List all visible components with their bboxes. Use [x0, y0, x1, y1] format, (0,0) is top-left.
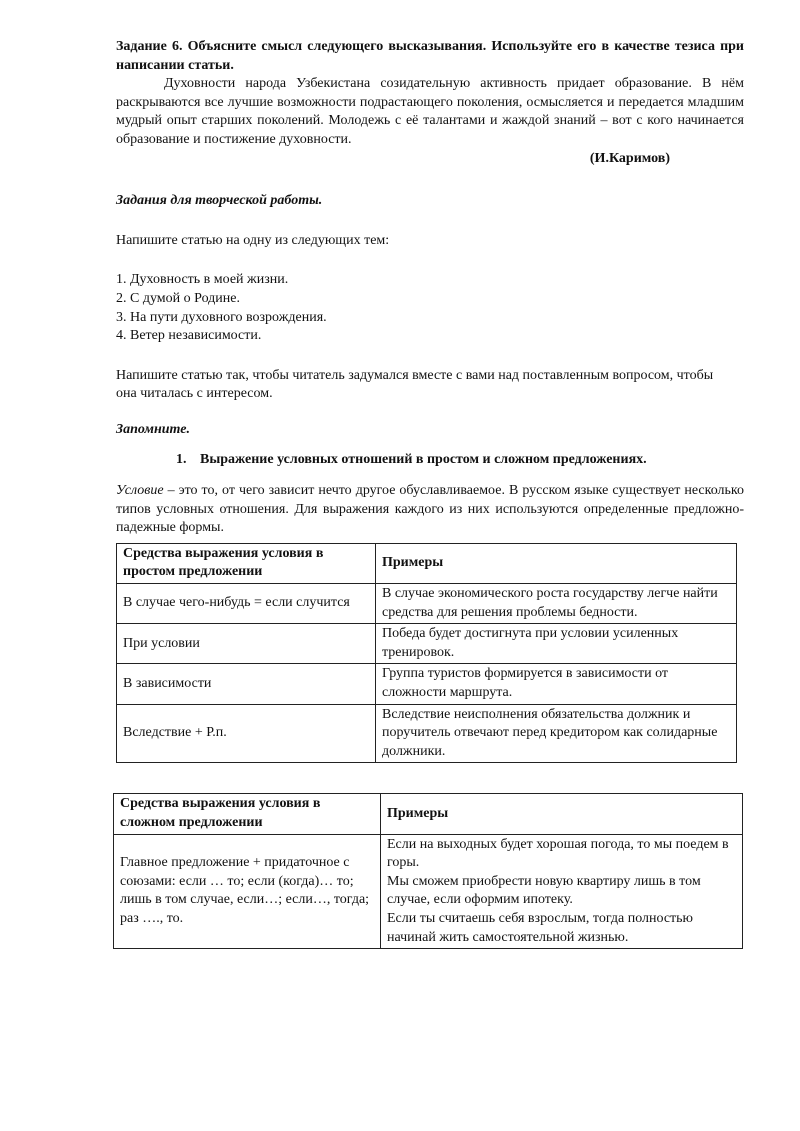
header-examples: Примеры — [381, 794, 743, 834]
creative-intro: Напишите статью на одну из следующих тем: — [116, 232, 390, 248]
table-row — [117, 664, 737, 704]
table-row — [117, 624, 737, 664]
condition-term: Условие — [116, 483, 164, 499]
means-cell: При условии — [117, 624, 376, 664]
example-cell: Победа будет достигнута при условии усиленных тренировок. — [376, 624, 737, 664]
table-header-row — [114, 794, 743, 834]
topic-list — [116, 271, 744, 345]
example-sentence: Если ты считаешь себя взрослым, тогда полностью начинай жить самостоятельной жизнью. — [387, 910, 694, 945]
simple-sentence-table — [116, 543, 737, 764]
condition-definition — [116, 482, 744, 538]
example-cell: В случае экономического роста государству легче найти средства для решения проблемы бедности. — [376, 584, 737, 624]
example-cell: Группа туристов формируется в зависимости от сложности маршрута. — [376, 664, 737, 704]
means-cell: В зависимости — [117, 664, 376, 704]
task6-title: Задание 6. Объясните смысл следующего высказывания. Используйте его в качестве тезиса при написании статьи. — [116, 39, 744, 73]
rule-number: 1. — [176, 451, 187, 467]
table-row — [114, 834, 743, 949]
header-means: Средства выражения условия в сложном предложении — [114, 794, 381, 834]
creative-heading: Задания для творческой работы. — [116, 193, 323, 209]
rule-title-text: Выражение условных отношений в простом и сложном предложениях. — [200, 451, 647, 467]
table-header-row — [117, 543, 737, 583]
condition-definition-text: – это то, от чего зависит нечто другое обуславливаемое. В русском языке существует несколько типов условных отношения. Для выражения каждого из них используются определенные предложно-падежные формы. — [116, 483, 744, 536]
remember-heading: Запомните. — [116, 421, 190, 437]
table-row — [117, 584, 737, 624]
header-examples: Примеры — [376, 543, 737, 583]
topic-item: 3. На пути духовного возрождения. — [116, 309, 327, 325]
rule-title — [116, 451, 744, 470]
topic-item: 1. Духовность в моей жизни. — [116, 272, 289, 288]
means-cell: Вследствие + Р.п. — [117, 704, 376, 763]
topic-item: 2. С думой о Родине. — [116, 290, 240, 306]
example-cell: Вследствие неисполнения обязательства должник и поручитель отвечают перед кредитором как солидарные должники. — [376, 704, 737, 763]
task6-quote: Духовности народа Узбекистана созидательную активность придает образование. В нём раскрываются все лучшие возможности подрастающего поколения, осмысляется и передается младшим мудрый опыт старших поколений. Молодежь с её талантами и жаждой знаний – вот с кого начинается образование и постижение духовности. — [116, 76, 744, 147]
example-sentence: Мы сможем приобрести новую квартиру лишь в том случае, если оформим ипотеку. — [387, 873, 701, 908]
quote-author: (И.Каримов) — [589, 150, 670, 166]
means-cell: В случае чего-нибудь = если случится — [117, 584, 376, 624]
table-row — [117, 704, 737, 763]
topic-item: 4. Ветер независимости. — [116, 328, 262, 344]
header-means: Средства выражения условия в простом предложении — [117, 543, 376, 583]
complex-sentence-table — [113, 793, 743, 949]
example-cell — [381, 834, 743, 949]
document-page — [116, 38, 744, 949]
creative-instruction: Напишите статью так, чтобы читатель задумался вместе с вами над поставленным вопросом, чтобы она читалась с интересом. — [116, 367, 714, 402]
means-cell: Главное предложение + придаточное с союзами: если … то; если (когда)… то; лишь в том случае, если…; если…, тогда; раз …., то. — [114, 834, 381, 949]
example-sentence: Если на выходных будет хорошая погода, то мы поедем в горы. — [387, 836, 729, 871]
